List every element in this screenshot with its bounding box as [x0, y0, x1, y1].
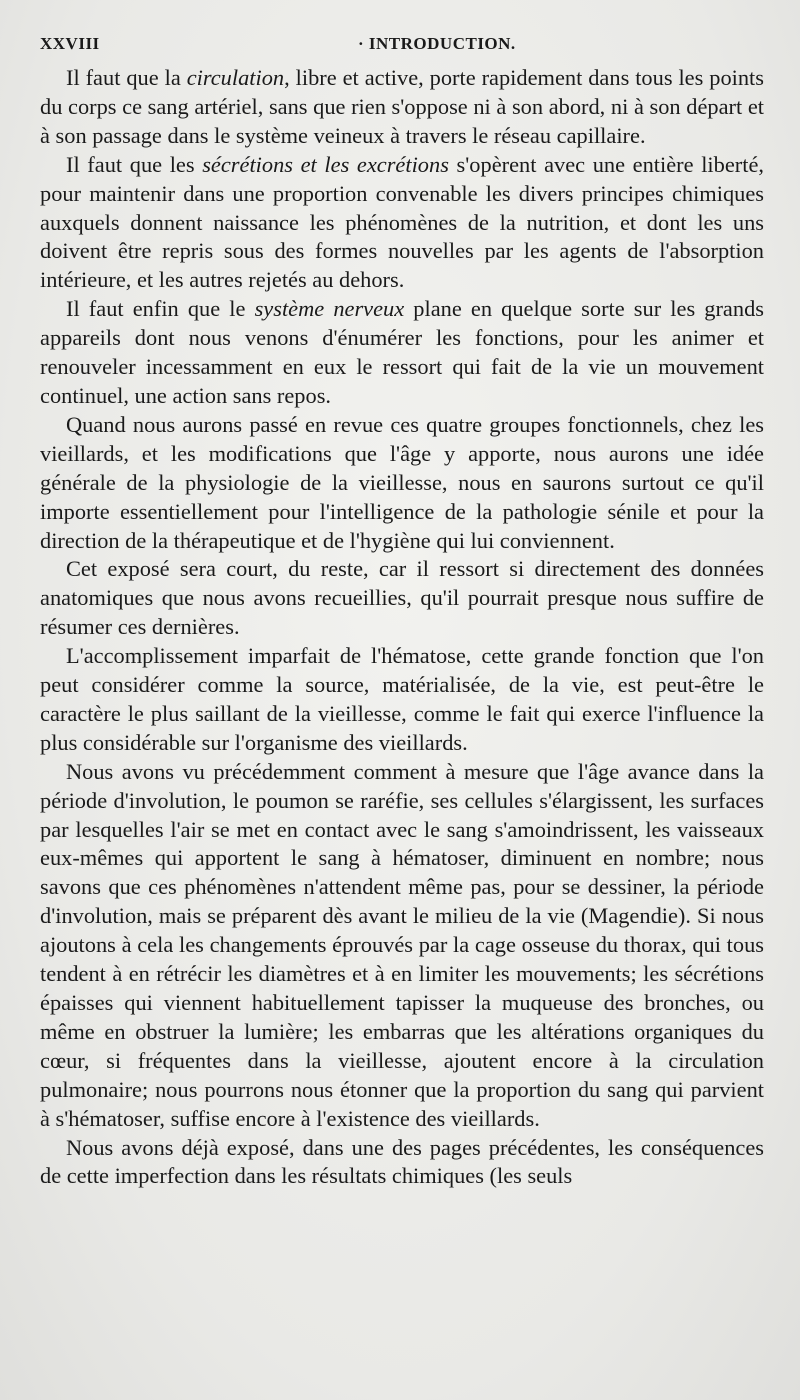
emphasis-circulation: circulation — [186, 65, 285, 90]
paragraph-expose-court: Cet exposé sera court, du reste, car il ressort si directement des données anatomiques que nous avons recueillies, qu'il pourrait presque nous suffire de résumer ces dernières. — [40, 556, 764, 640]
paragraph-systeme-nerveux: Il faut enfin que le système nerveux plane en quelque sorte sur les grands appareils dont nous venons d'énumérer les fonctions, pour les animer et renouveler incessamment en eux le ressort qui fait de la vie un mouvement continuel, une action sans repos. — [40, 296, 764, 408]
emphasis-systeme-nerveux: système nerveux — [254, 296, 405, 322]
paragraph-consequences: Nous avons déjà exposé, dans une des pages précédentes, les conséquences de cette imperfection dans les résultats chimiques (les seuls — [40, 1134, 764, 1189]
page-header — [40, 34, 764, 64]
paragraph-circulation: Il faut que la circulation, libre et active, porte rapidement dans tous les points du corps ce sang artériel, sans que rien s'oppose ni à son abord, ni à son départ et à son passage dans le système veineux à travers le réseau capillaire. — [40, 65, 764, 148]
paragraph-involution: Nous avons vu précédemment comment à mesure que l'âge avance dans la période d'involution, le poumon se raréfie, ses cellules s'élargissent, les surfaces par lesquelles l'air se met en contact avec le sang s'amoindrissent, les vaisseaux eux-mêmes qui apportent le sang à hématoser, diminuent en nombre; nous savons que ces phénomènes n'attendent même pas, pour se dessiner, la période d'involution, mais se préparent dès avant le milieu de la vie (Magendie). Si nous ajoutons à cela les changements éprouvés par la cage osseuse du thorax, qui tous tendent à en rétrécir les diamètres et à en limiter les mouvements; les sécrétions épaisses qui viennent habituellement tapisser la muqueuse des bronches, ou même en obstruer la lumière; les embarras que les altérations organiques du cœur, si fréquentes dans la vieillesse, ajoutent encore à la circulation pulmonaire; nous pourrons nous étonner que la proportion du sang qui parvient à s'hématoser, suffise encore à l'existence des vieillards. — [40, 758, 764, 1131]
paragraph-quatre-groupes: Quand nous aurons passé en revue ces quatre groupes fonctionnels, chez les vieillards, et les modifications que l'âge y apporte, nous aurons une idée générale de la physiologie de la vieillesse, nous en saurons surtout ce qu'il importe essentiellement pour l'intelligence de la pathologie sénile et pour la direction de la thérapeutique et de l'hygiène qui lui conviennent. — [40, 411, 764, 553]
emphasis-secretions: sécrétions et les excrétions — [202, 151, 449, 177]
page-body — [40, 64, 764, 1191]
running-title: · INTRODUCTION. — [358, 34, 516, 53]
page-number: XXVIII — [40, 34, 100, 53]
paragraph-secretions: Il faut que les sécrétions et les excrétions s'opèrent avec une entière liberté, pour maintenir dans une proportion convenable les divers principes chimiques auxquels donnent naissance les phénomènes de la nutrition, et dont les uns doivent être repris sous des formes nouvelles par les agents de l'absorption intérieure, et les autres rejetés au dehors. — [40, 151, 764, 293]
paragraph-hematose: L'accomplissement imparfait de l'hématose, cette grande fonction que l'on peut considérer comme la source, matérialisée, de la vie, est peut-être le caractère le plus saillant de la vieillesse, comme le fait qui exerce l'influence la plus considérable sur l'organisme des vieillards. — [40, 643, 764, 755]
